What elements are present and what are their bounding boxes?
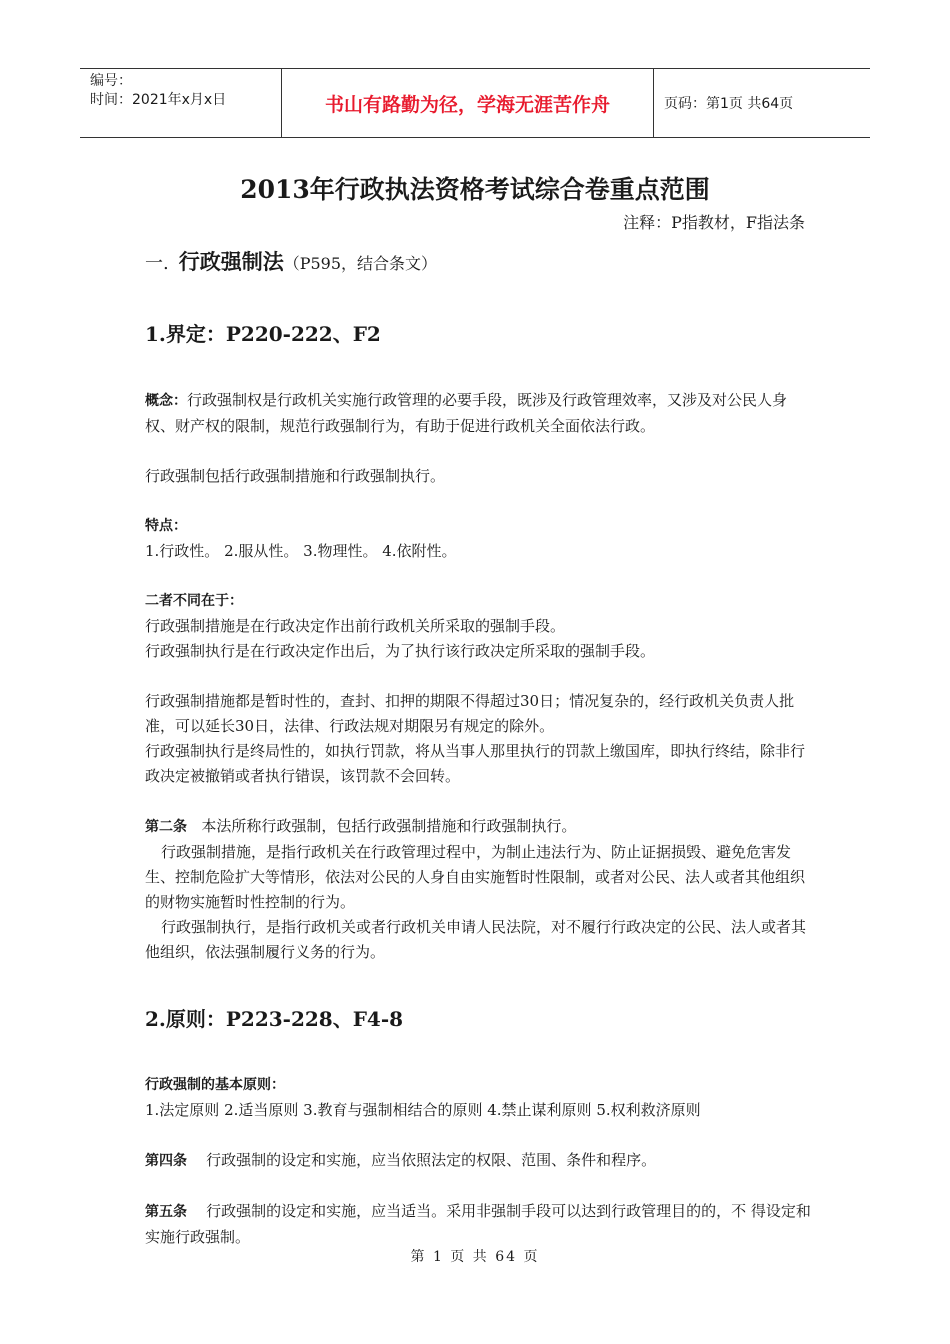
document-header [80, 68, 870, 138]
include-paragraph: 行政强制包括行政强制措施和行政强制执行。 [145, 467, 446, 485]
final-paragraph: 行政强制执行是终局性的，如执行罚款，将从当事人那里执行的罚款上缴国库，即执行终结，除非行政决定被撤销或者执行错误，该罚款不会回转。 [145, 742, 806, 785]
header-motto: 书山有路勤为径，学海无涯苦作舟 [282, 69, 654, 137]
article-5-text: 行政强制的设定和实施，应当适当。采用非强制手段可以达到行政管理目的的，不 得设定和实施行政强制。 [145, 1202, 811, 1246]
difference-2: 行政强制执行是在行政决定作出后，为了执行该行政决定所采取的强制手段。 [145, 642, 656, 660]
basic-principles-label: 行政强制的基本原则： [145, 1077, 285, 1093]
section-1-title: 行政强制法 [178, 250, 284, 274]
features-text: 1.行政性。 2.服从性。 3.物理性。 4.依附性。 [145, 542, 457, 560]
difference-1: 行政强制措施是在行政决定作出前行政机关所采取的强制手段。 [145, 617, 566, 635]
document-title: 2013年行政执法资格考试综合卷重点范围 [240, 175, 710, 204]
article-2 [145, 814, 815, 840]
article-4 [145, 1148, 815, 1174]
article-2-label: 第二条 [145, 819, 187, 835]
article-4-text: 行政强制的设定和实施，应当依照法定的权限、范围、条件和程序。 [206, 1151, 657, 1169]
article-5 [145, 1199, 815, 1250]
header-meta [80, 69, 282, 137]
concept-text: 行政强制权是行政机关实施行政管理的必要手段，既涉及行政管理效率，又涉及对公民人身权、财产权的限制，规范行政强制行为，有助于促进行政机关全面依法行政。 [145, 391, 788, 435]
header-page-code: 页码：第1页 共64页 [664, 96, 794, 112]
article-2-paragraph-3: 行政强制执行，是指行政机关或者行政机关申请人民法院，对不履行行政决定的公民、法人或者其他组织，依法强制履行义务的行为。 [145, 918, 807, 961]
article-5-label: 第五条 [145, 1204, 187, 1220]
document-note: 注释：P指教材，F指法条 [623, 213, 805, 232]
heading-principles: 2.原则：P223-228、F4-8 [145, 1007, 404, 1031]
concept-label: 概念： [145, 393, 187, 409]
section-1-number: 一. [145, 253, 169, 274]
article-2-text: 本法所称行政强制，包括行政强制措施和行政强制执行。 [201, 817, 577, 835]
basic-principles: 1.法定原则 2.适当原则 3.教育与强制相结合的原则 4.禁止谋利原则 5.权利救济原则 [145, 1101, 701, 1119]
heading-definition: 1.界定：P220-222、F2 [145, 322, 381, 346]
section-1-subtitle: （P595，结合条文） [283, 254, 438, 273]
concept-paragraph [145, 388, 815, 439]
difference-label: 二者不同在于： [145, 593, 243, 609]
article-2-paragraph-2: 行政强制措施，是指行政机关在行政管理过程中，为制止违法行为、防止证据损毁、避免危害发生、控制危险扩大等情形，依法对公民的人身自由实施暂时性限制，或者对公民、法人或者其他组织的财物实施暂时性控制的行为。 [145, 843, 806, 911]
page-footer: 第 1 页 共 64 页 [410, 1249, 540, 1265]
document-body [145, 320, 815, 1250]
features-label: 特点： [145, 518, 187, 534]
section-1-heading [145, 246, 437, 276]
number-label: 编号： [90, 73, 132, 89]
time-label: 时间：2021年x月x日 [90, 92, 227, 108]
temporary-paragraph: 行政强制措施都是暂时性的，查封、扣押的期限不得超过30日；情况复杂的，经行政机关负责人批准，可以延长30日，法律、行政法规对期限另有规定的除外。 [145, 692, 795, 735]
article-4-label: 第四条 [145, 1153, 187, 1169]
